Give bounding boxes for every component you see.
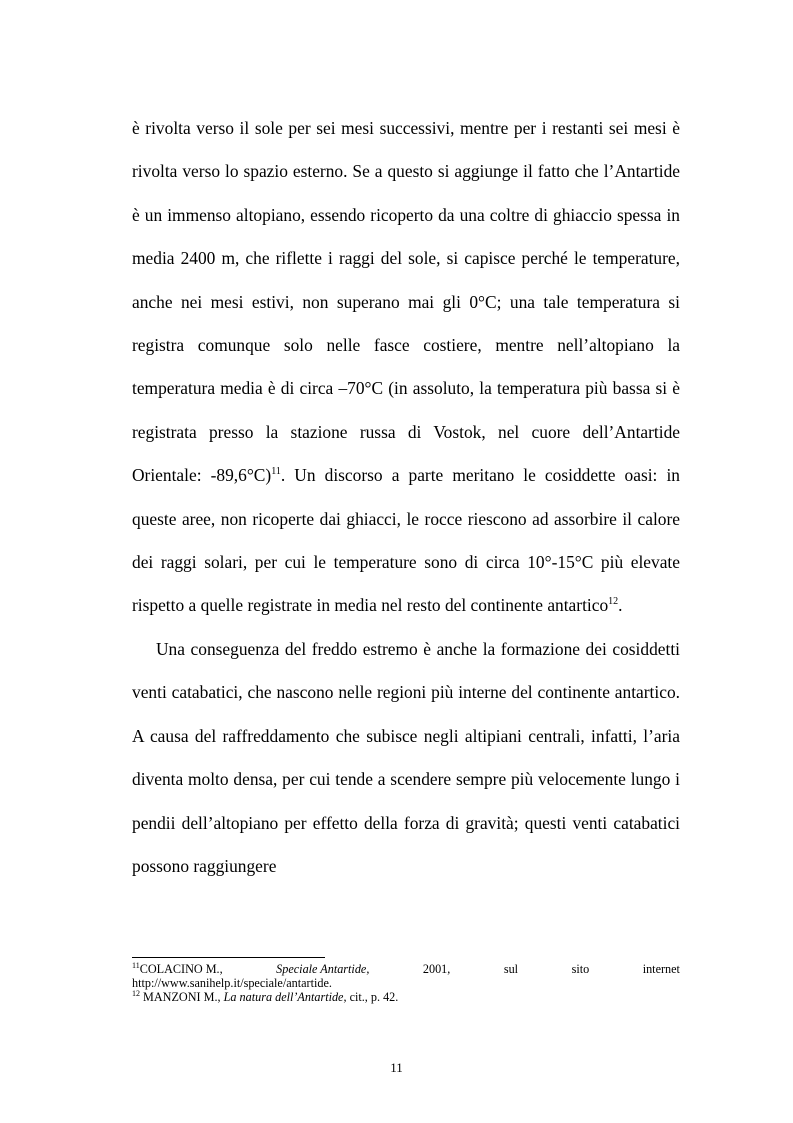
footnote-11-line bbox=[132, 962, 680, 976]
text-line: effetto della forza di gravità; questi venti catabatici possono raggiungere bbox=[132, 812, 680, 876]
text-line: . bbox=[618, 595, 623, 616]
text-line: temperature sono di circa 10°-15°C più elevate rispetto a quelle bbox=[132, 552, 680, 616]
footnote-separator bbox=[132, 957, 325, 958]
footnote-reference-11[interactable]: 11 bbox=[271, 466, 281, 478]
text-line: è rivolta verso il sole per sei mesi successivi, mentre per i restanti sei bbox=[132, 118, 629, 138]
footnote-number: 12 bbox=[132, 988, 140, 998]
footnote-12-rest: cit., p. 42. bbox=[346, 990, 399, 1004]
text-line: continente antartico. A causa del raffreddamento che subisce negli bbox=[132, 682, 680, 746]
text-line: mesi è rivolta verso lo spazio esterno. Se a questo si aggiunge il fatto che bbox=[132, 118, 680, 182]
text-line: registrate in media nel resto del continente antartico bbox=[247, 595, 609, 616]
footnote-11-url[interactable]: http://www.sanihelp.it/speciale/antartide. bbox=[132, 976, 332, 990]
text-line: altipiani centrali, infatti, l’aria diventa molto densa, per cui tende a bbox=[132, 725, 680, 790]
footnote-11-title: Speciale Antartide, bbox=[276, 962, 370, 976]
text-line: Una conseguenza del freddo estremo è anche la formazione dei bbox=[156, 638, 607, 659]
footnote-12 bbox=[132, 990, 680, 1004]
footnote-11 bbox=[132, 962, 680, 990]
text-line: cosiddetti venti catabatici, che nascono nelle regioni più interne del bbox=[132, 638, 680, 703]
footnote-11-word: internet bbox=[642, 962, 680, 976]
text-line: meritano le cosiddette oasi: in queste aree, non ricoperte dai ghiacci, le bbox=[132, 465, 680, 529]
text-line: perché le temperature, anche nei mesi estivi, non superano mai gli 0°C; bbox=[132, 248, 680, 312]
text-line: l’Antartide è un immenso altopiano, essendo ricoperto da una coltre di bbox=[132, 161, 680, 225]
paragraph-1 bbox=[132, 107, 680, 628]
footnote-11-year: 2001, bbox=[422, 962, 451, 976]
text-line: rocce riescono ad assorbire il calore dei raggi solari, per cui le bbox=[132, 508, 680, 573]
footnote-reference-12[interactable]: 12 bbox=[608, 596, 619, 608]
page-number: 11 bbox=[390, 1060, 403, 1075]
footnote-11-author: $^{11}$COLACINO M., bbox=[132, 960, 223, 976]
footnote-12-author: MANZONI M., bbox=[140, 990, 221, 1004]
text-line: ghiaccio spessa in media 2400 m, che riflette i raggi del sole, si capisce bbox=[132, 204, 680, 269]
footnote-11-word: sul bbox=[503, 962, 519, 976]
footnote-12-title: La natura dell’Antartide, bbox=[223, 990, 347, 1004]
text-line: nel cuore dell’Antartide Orientale: -89,6°C) bbox=[132, 421, 680, 486]
body-text bbox=[132, 107, 680, 888]
text-line: la temperatura più bassa si è registrata presso la stazione russa di Vostok, bbox=[132, 378, 680, 442]
footnote-11-word: sito bbox=[571, 962, 590, 976]
text-line: una tale temperatura si registra comunque solo nelle fasce costiere, bbox=[132, 291, 680, 356]
footnote-number: 11 bbox=[132, 960, 140, 970]
text-line: . Un discorso a parte bbox=[280, 465, 444, 486]
text-line: mentre nell’altopiano la temperatura media è di circa –70°C (in assoluto, bbox=[132, 335, 680, 399]
paragraph-2 bbox=[132, 628, 680, 888]
footnotes bbox=[132, 962, 680, 1004]
text-line: scendere sempre più velocemente lungo i pendii dell’altopiano per bbox=[132, 769, 680, 833]
